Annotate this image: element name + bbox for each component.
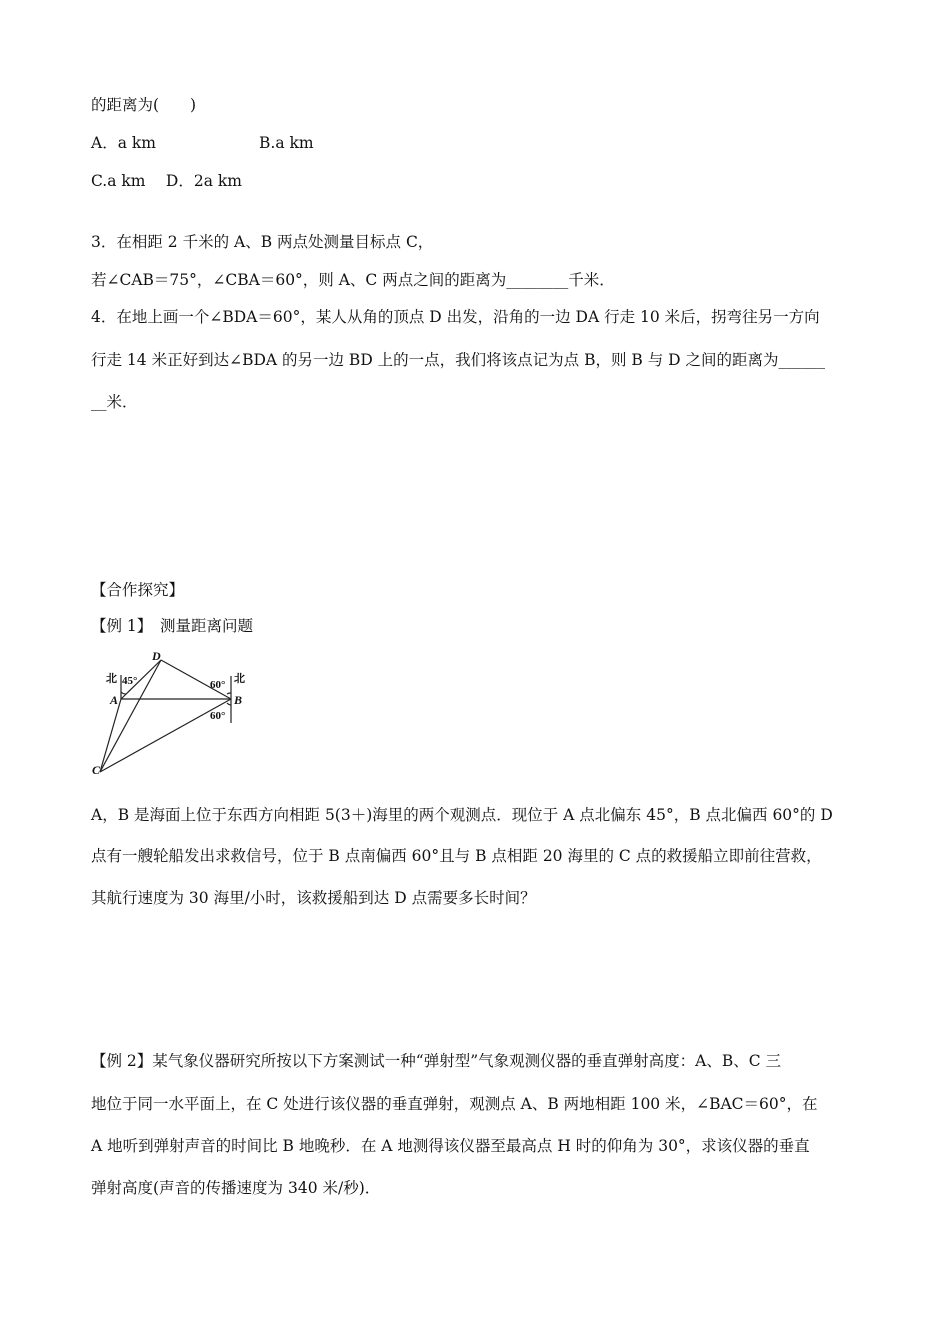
example-1-title: 【例 1】 测量距离问题 — [91, 617, 254, 635]
label-c: C — [92, 763, 101, 777]
q2-option-c-d: C.a km D．2a km — [91, 172, 242, 190]
label-a: A — [110, 693, 119, 707]
example-2-line-1: 【例 2】某气象仪器研究所按以下方案测试一种“弹射型”气象观测仪器的垂直弹射高度：A、B、C 三 — [91, 1052, 782, 1070]
angle-label-b-bottom: 60° — [210, 710, 226, 722]
label-b: B — [234, 693, 243, 707]
example-2-line-2: 地位于同一水平面上，在 C 处进行该仪器的垂直弹射，观测点 A、B 两地相距 100 米，∠BAC＝60°，在 — [91, 1095, 818, 1113]
q4-line-1: 4．在地上画一个∠BDA＝60°，某人从角的顶点 D 出发，沿角的一边 DA 行走 10 米后，拐弯往另一方向 — [91, 308, 820, 326]
angle-arc-a — [121, 692, 126, 694]
example-2-line-3: A 地听到弹射声音的时间比 B 地晚秒．在 A 地测得该仪器至最高点 H 时的仰角为 30°，求该仪器的垂直 — [91, 1137, 810, 1155]
north-label-left: 北 — [106, 673, 117, 685]
angle-label-a: 45° — [122, 675, 138, 687]
example-2-line-4: 弹射高度(声音的传播速度为 340 米/秒)． — [91, 1179, 381, 1197]
q2-tail: 的距离为( ) — [91, 96, 197, 114]
q4-line-3: __米． — [91, 393, 138, 411]
segment-ca — [100, 699, 121, 772]
q3-line-2: 若∠CAB＝75°，∠CBA＝60°，则 A、C 两点之间的距离为________千米． — [91, 271, 615, 289]
label-d: D — [152, 649, 161, 663]
example-1-line-2: 点有一艘轮船发出求救信号，位于 B 点南偏西 60°且与 B 点相距 20 海里的 C 点的救援船立即前往营救， — [91, 847, 822, 865]
angle-label-b-top: 60° — [210, 679, 226, 691]
example-1-line-3: 其航行速度为 30 海里/小时，该救援船到达 D 点需要多长时间？ — [91, 889, 536, 907]
q2-option-b: B.a km — [259, 134, 314, 152]
north-label-right: 北 — [234, 673, 245, 685]
q2-option-a: A．a km — [91, 134, 156, 152]
geometry-figure — [92, 648, 252, 782]
example-1-line-1: A，B 是海面上位于东西方向相距 5(3＋)海里的两个观测点．现位于 A 点北偏东 45°，B 点北偏西 60°的 D — [91, 806, 833, 824]
q4-line-2: 行走 14 米正好到达∠BDA 的另一边 BD 上的一点，我们将该点记为点 B，则 B 与 D 之间的距离为______ — [91, 351, 826, 369]
section-heading: 【合作探究】 — [91, 581, 185, 599]
q3-line-1: 3．在相距 2 千米的 A、B 两点处测量目标点 C， — [91, 233, 434, 251]
